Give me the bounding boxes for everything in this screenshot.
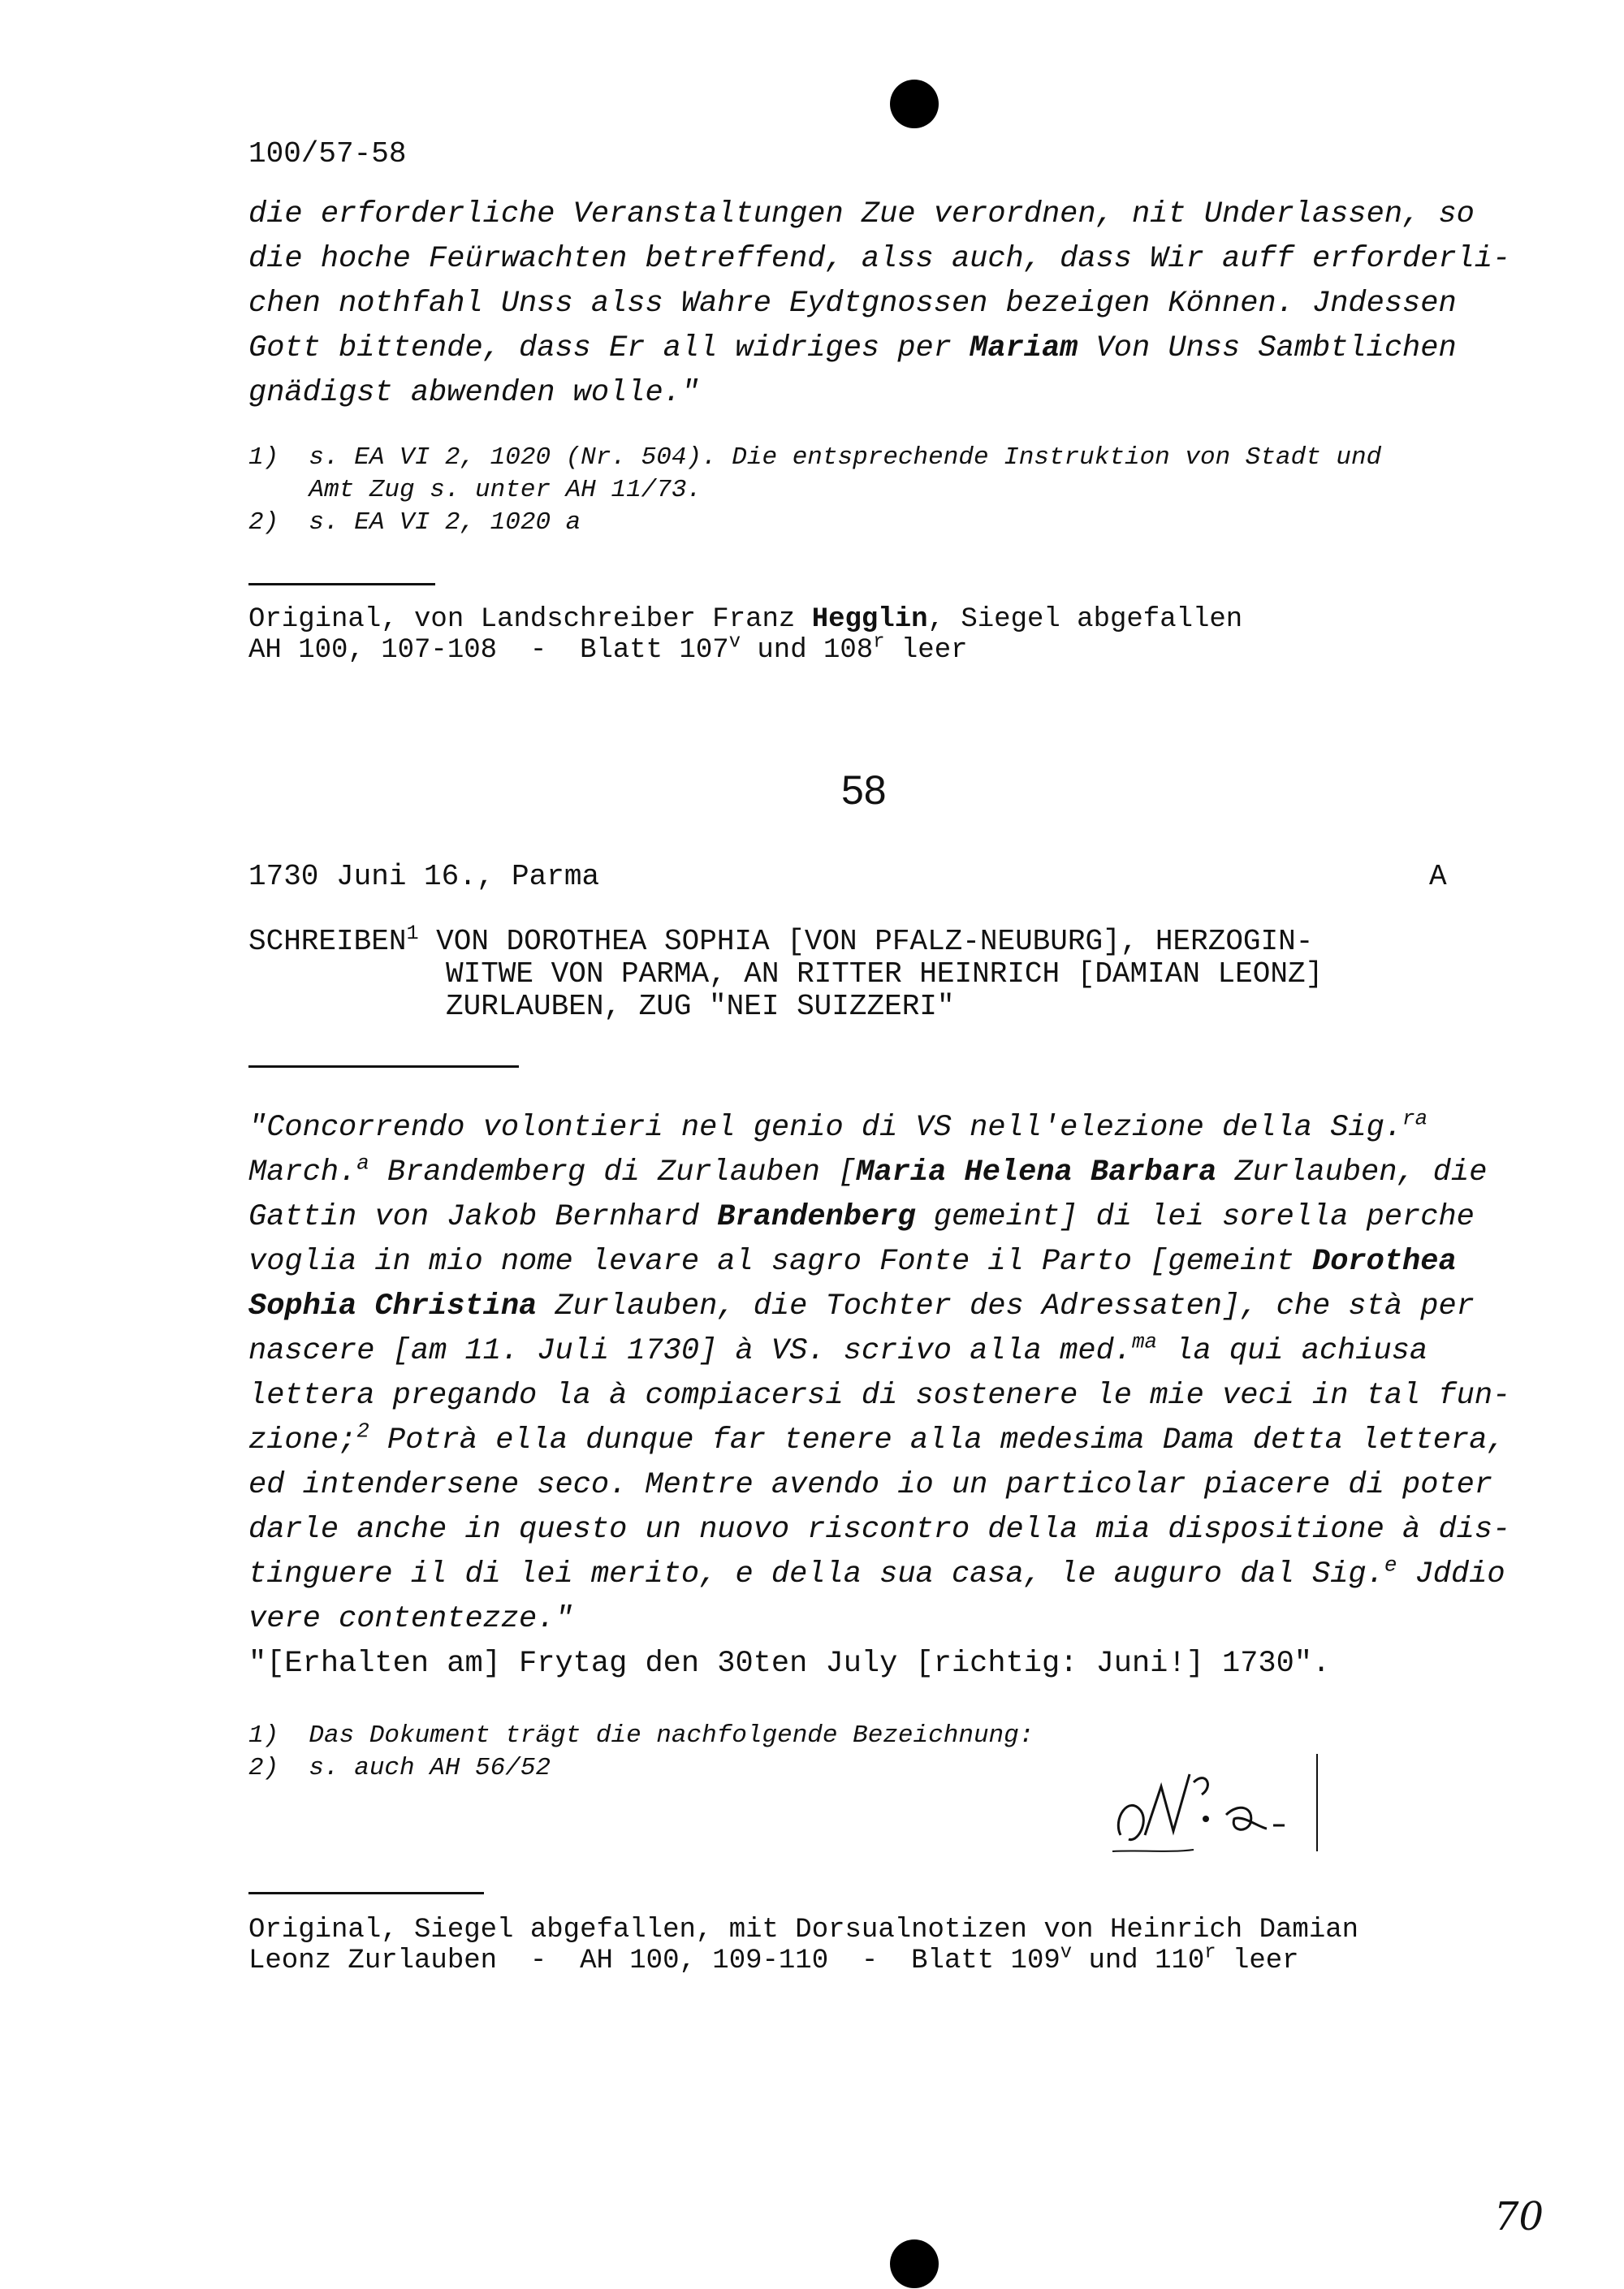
punch-hole-bottom — [890, 2239, 939, 2288]
source-line: Original, von Landschreiber Franz Hegglin, Siegel abgefallen — [248, 604, 1243, 635]
title-line: WITWE VON PARMA, AN RITTER HEINRICH [DAMIAN LEONZ] — [446, 957, 1324, 991]
handwritten-signature-mark — [1104, 1738, 1332, 1859]
letter-text — [248, 1106, 1510, 1687]
text-line: Sophia Christina Zurlauben, die Tochter des Adressaten], che stà per — [248, 1289, 1475, 1324]
divider-rule — [248, 583, 435, 585]
punch-hole-top — [890, 80, 939, 128]
text-line: darle anche in questo un nuovo riscontro della mia dispositione à dis- — [248, 1513, 1511, 1547]
text-line: die erforderliche Veranstaltungen Zue verordnen, nit Underlassen, so — [248, 197, 1475, 231]
text-line: gnädigst abwenden wolle." — [248, 376, 700, 410]
footnote: 1) Das Dokument trägt die nachfolgende Bezeichnung: — [248, 1721, 1034, 1750]
previous-document-text — [248, 192, 1510, 416]
dorsal-note-line: "[Erhalten am] Frytag den 30ten July [richtig: Juni!] 1730". — [248, 1647, 1331, 1681]
text-line: lettera pregando la à compiacersi di sostenere le mie veci in tal fun- — [248, 1379, 1511, 1413]
title-line: ZURLAUBEN, ZUG "NEI SUIZZERI" — [446, 990, 955, 1023]
footnote: 2) s. EA VI 2, 1020 a — [248, 508, 581, 537]
source-line: Leonz Zurlauben - AH 100, 109-110 - Blatt 109$^v$ und 110$^r$ leer — [248, 1941, 1299, 1976]
source-note — [248, 1915, 1358, 1976]
source-line: AH 100, 107-108 - Blatt 107$^v$ und 108$^r$ leer — [248, 631, 968, 666]
text-line: Gott bittende, dass Er all widriges per Mariam Von Unss Sambtlichen — [248, 331, 1457, 365]
page-number: 70 — [1494, 2194, 1544, 2239]
divider-rule — [248, 1892, 484, 1894]
date-place: 1730 Juni 16., Parma — [248, 860, 600, 893]
document-title — [248, 922, 1324, 1023]
text-line: voglia in mio nome levare al sagro Fonte il Parto [gemeint Dorothea — [248, 1245, 1457, 1279]
text-line: March.$^a$ Brandemberg di Zurlauben [Maria Helena Barbara Zurlauben, die — [248, 1151, 1488, 1190]
source-line: Original, Siegel abgefallen, mit Dorsualnotizen von Heinrich Damian — [248, 1915, 1359, 1946]
divider-rule — [248, 1065, 519, 1068]
text-line: Gattin von Jakob Bernhard Brandenberg gemeint] di lei sorella perche — [248, 1200, 1475, 1234]
document-type-tag: A — [1429, 860, 1447, 893]
text-line: nascere [am 11. Juli 1730] à VS. scrivo alla med.$^{ma}$ la qui achiusa — [248, 1329, 1428, 1368]
footnote: 2) s. auch AH 56/52 — [248, 1754, 551, 1782]
previous-footnotes — [248, 442, 1381, 539]
text-line: vere contentezze." — [248, 1602, 573, 1636]
title-line: SCHREIBEN$^1$ VON DOROTHEA SOPHIA [VON PFALZ-NEUBURG], HERZOGIN- — [248, 922, 1314, 958]
footnote: Amt Zug s. unter AH 11/73. — [248, 476, 702, 504]
signature-drawing — [1104, 1738, 1332, 1859]
text-line: "Concorrendo volontieri nel genio di VS nell'elezione della Sig.$^{ra}$ — [248, 1106, 1428, 1145]
footnote: 1) s. EA VI 2, 1020 (Nr. 504). Die entsprechende Instruktion von Stadt und — [248, 443, 1382, 472]
text-line: ed intendersene seco. Mentre avendo io un particolar piacere di poter — [248, 1468, 1493, 1502]
document-number: 58 — [841, 767, 887, 813]
document-reference: 100/57-58 — [248, 137, 407, 171]
previous-source-note — [248, 604, 1242, 666]
footnotes — [248, 1720, 1034, 1785]
text-line: zione;$^2$ Potrà ella dunque far tenere alla medesima Dama detta lettera, — [248, 1419, 1505, 1458]
text-line: chen nothfahl Unss alss Wahre Eydtgnossen bezeigen Können. Jndessen — [248, 287, 1457, 321]
text-line: tinguere il di lei merito, e della sua casa, le auguro dal Sig.$^e$ Jddio — [248, 1553, 1505, 1592]
text-line: die hoche Feürwachten betreffend, alss auch, dass Wir auff erforderli- — [248, 242, 1511, 276]
